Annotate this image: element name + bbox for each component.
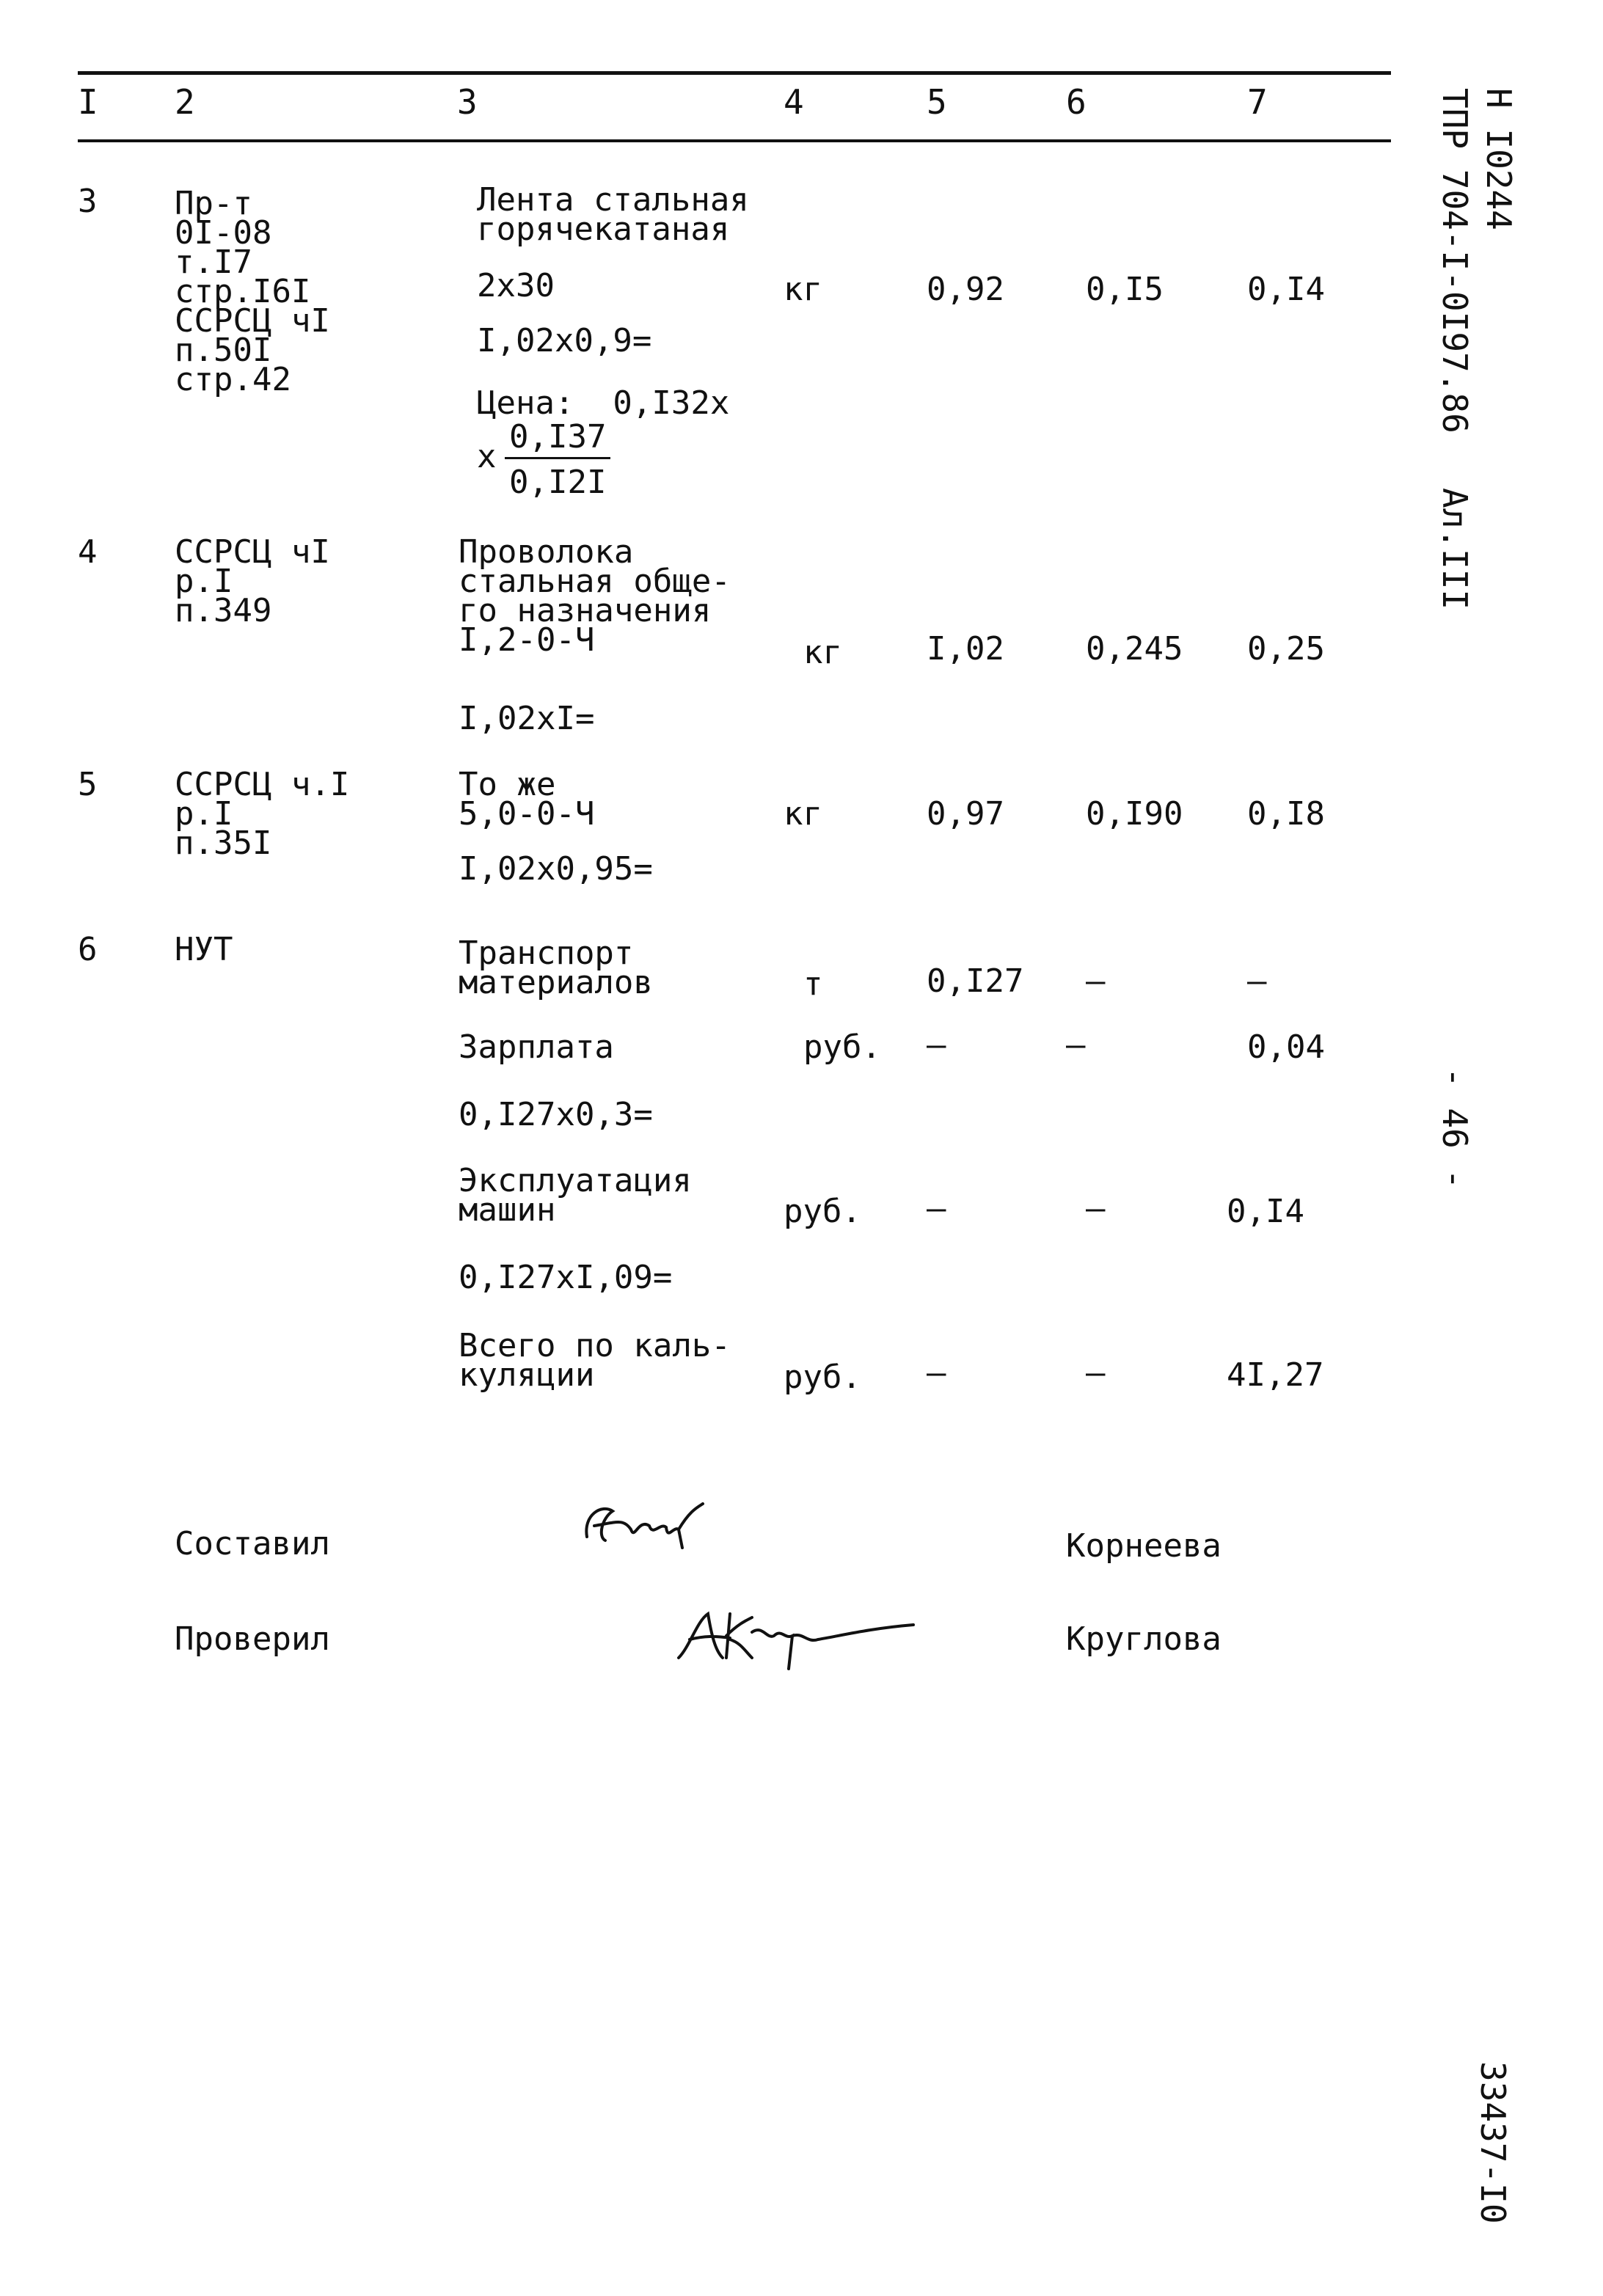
row3-price-multiplier: х — [477, 438, 497, 475]
row4-calc: I,02хI= — [459, 700, 595, 737]
row3-price-fraction — [505, 418, 610, 501]
row6-wages-col7: 0,04 — [1247, 1028, 1325, 1066]
row3-col6: 0,I5 — [1086, 271, 1164, 308]
row5-col7: 0,I8 — [1247, 795, 1325, 833]
top-rule — [78, 71, 1391, 75]
row6-machines-col6: – — [1086, 1190, 1106, 1227]
row6-transport-col5: 0,I27 — [927, 962, 1024, 1000]
compiled-label: Составил — [175, 1525, 330, 1562]
row3-unit: кг — [784, 271, 822, 308]
row6-wages-col6: – — [1066, 1026, 1086, 1064]
row4-col7: 0,25 — [1247, 630, 1325, 668]
row4-col5: I,02 — [927, 630, 1004, 668]
row6-machines-col7: 0,I4 — [1227, 1193, 1304, 1230]
row6-transport-name: Транспорт материалов — [459, 935, 653, 1001]
col-header-6: 6 — [1066, 82, 1087, 122]
row6-total-name: Всего по каль- куляции — [459, 1327, 731, 1394]
row6-transport-unit: т — [803, 965, 823, 1003]
row6-total-col7: 4I,27 — [1227, 1356, 1324, 1394]
row5-calc: I,02х0,95= — [459, 850, 653, 888]
row3-price-denominator: 0,I2I — [509, 464, 607, 501]
row6-total-unit: руб. — [784, 1359, 861, 1396]
header-rule — [78, 139, 1391, 142]
side-page-number: - 46 - — [1435, 1067, 1475, 1190]
row4-reference: ССРСЦ чI р.I п.349 — [175, 533, 330, 629]
row6-number: 6 — [78, 931, 98, 968]
row6-machines-unit: руб. — [784, 1193, 861, 1230]
row3-spec: 2х30 — [477, 267, 555, 304]
row3-col7: 0,I4 — [1247, 271, 1325, 308]
row3-number: 3 — [78, 183, 98, 220]
row6-total-col6: – — [1086, 1354, 1106, 1392]
checked-signature — [671, 1595, 928, 1676]
compiled-name: Корнеева — [1066, 1527, 1222, 1565]
side-album: Ал.III — [1435, 488, 1475, 610]
row6-transport-col6: – — [1086, 962, 1106, 1000]
side-code: Н I0244 — [1479, 88, 1519, 230]
row4-number: 4 — [78, 533, 98, 571]
row6-wages-calc: 0,I27х0,3= — [459, 1096, 653, 1133]
row5-col5: 0,97 — [927, 795, 1004, 833]
row5-unit: кг — [784, 795, 822, 833]
row5-material-name: То же 5,0-0-Ч — [459, 766, 595, 833]
row6-wages-unit: руб. — [803, 1028, 881, 1066]
side-doc: ТПР 704-I-0I97.86 — [1435, 88, 1475, 434]
col-header-4: 4 — [784, 82, 804, 122]
row4-col6: 0,245 — [1086, 630, 1183, 668]
col-header-5: 5 — [927, 82, 947, 122]
row4-unit: кг — [803, 634, 842, 671]
row3-reference: Пр-т 0I-08 т.I7 стр.I6I ССРСЦ чI п.50I стр.42 — [175, 185, 330, 398]
row6-wages-name: Зарплата — [459, 1028, 614, 1066]
row5-number: 5 — [78, 766, 98, 803]
row4-material-name: Проволока стальная обще- го назначения I,2-0-Ч — [459, 533, 731, 659]
row5-reference: ССРСЦ ч.I р.I п.35I — [175, 766, 350, 862]
row6-machines-calc: 0,I27хI,09= — [459, 1259, 673, 1296]
col-header-2: 2 — [175, 82, 195, 122]
row6-total-col5: – — [927, 1354, 946, 1392]
checked-name: Круглова — [1066, 1620, 1222, 1658]
col-header-3: 3 — [457, 82, 478, 122]
row3-price-label: Цена: 0,I32х — [477, 384, 730, 422]
row3-calc: I,02х0,9= — [477, 322, 652, 359]
checked-label: Проверил — [175, 1620, 330, 1658]
row6-machines-name: Эксплуатация машин — [459, 1162, 692, 1229]
row3-price-numerator: 0,I37 — [505, 418, 610, 459]
row6-reference: НУТ — [175, 931, 233, 968]
row5-col6: 0,I90 — [1086, 795, 1183, 833]
row3-col5: 0,92 — [927, 271, 1004, 308]
compiled-signature — [580, 1496, 712, 1562]
col-header-7: 7 — [1247, 82, 1268, 122]
side-inventory-number: 33437-I0 — [1473, 2061, 1513, 2224]
col-header-1: I — [78, 82, 98, 122]
row6-machines-col5: – — [927, 1190, 946, 1227]
row3-material-name: Лента стальная горячекатаная — [477, 181, 749, 248]
row6-wages-col5: – — [927, 1026, 946, 1064]
row6-transport-col7: – — [1247, 962, 1267, 1000]
